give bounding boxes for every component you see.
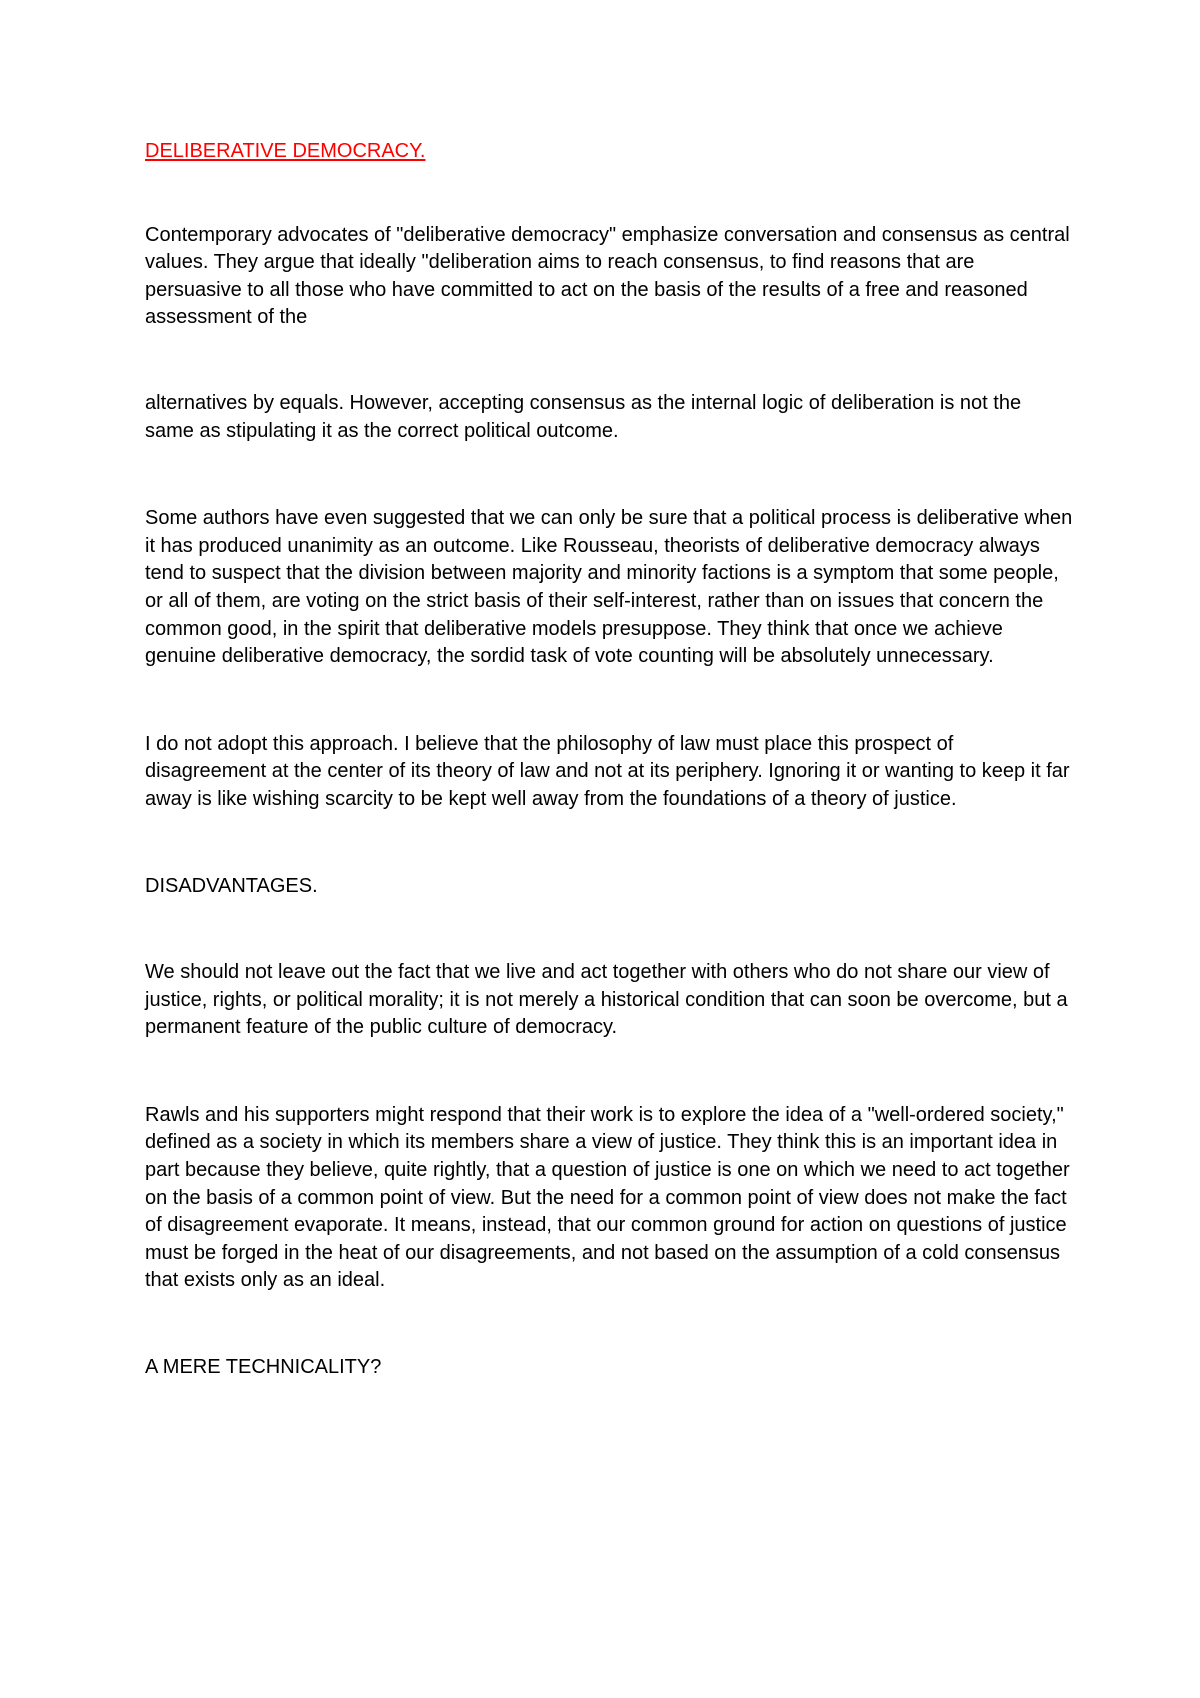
- paragraph-alternatives: alternatives by equals. However, accepting consensus as the internal logic of deliberation is not the same as stipulating it as the correct political outcome.: [145, 391, 1022, 442]
- heading-disadvantages: DISADVANTAGES.: [145, 874, 318, 897]
- document-title: DELIBERATIVE DEMOCRACY.: [145, 140, 426, 162]
- paragraph-intro: Contemporary advocates of "deliberative democracy" emphasize conversation and consensus as central values. They argue that ideally "deliberation aims to reach consensus, to find reasons that are persuasive to all those who have committed to act on the basis of the results of a free and reasoned assessment of the: [145, 223, 1070, 329]
- paragraph-unanimity: Some authors have even suggested that we can only be sure that a political process is deliberative when it has produced unanimity as an outcome. Like Rousseau, theorists of deliberative democracy always tend to suspect that the division between majority and minority factions is a symptom that some people, or all of them, are voting on the strict basis of their self-interest, rather than on issues that concern the common good, in the spirit that deliberative models presuppose. They think that once we achieve genuine deliberative democracy, the sordid task of vote counting will be absolutely unnecessary.: [145, 507, 1073, 668]
- paragraph-live-together: We should not leave out the fact that we live and act together with others who do not share our view of justice, rights, or political morality; it is not merely a historical condition that can soon be overcome, but a permanent feature of the public culture of democracy.: [145, 961, 1068, 1039]
- paragraph-approach: I do not adopt this approach. I believe that the philosophy of law must place this prospect of disagreement at the center of its theory of law and not at its periphery. Ignoring it or wanting to keep it far away is like wishing scarcity to be kept well away from the foundations of a theory of justice.: [145, 732, 1070, 810]
- heading-technicality: A MERE TECHNICALITY?: [145, 1356, 382, 1379]
- document-body: [145, 138, 1075, 1382]
- paragraph-rawls: Rawls and his supporters might respond that their work is to explore the idea of a "well-ordered society," defined as a society in which its members share a view of justice. They think this is an important idea in part because they believe, quite rightly, that a question of justice is one on which we need to act together on the basis of a common point of view. But the need for a common point of view does not make the fact of disagreement evaporate. It means, instead, that our common ground for action on questions of justice must be forged in the heat of our disagreements, and not based on the assumption of a cold consensus that exists only as an ideal.: [145, 1103, 1070, 1292]
